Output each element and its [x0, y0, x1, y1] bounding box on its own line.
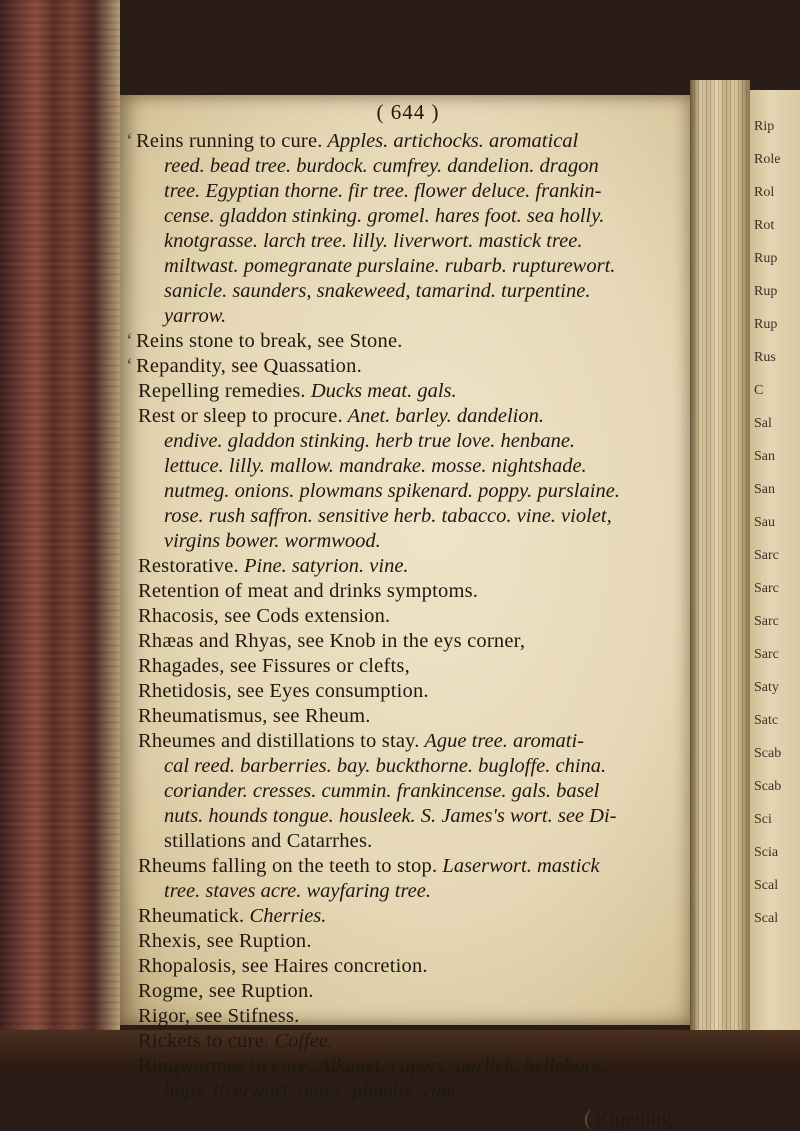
entry-heading: Rickets to cure.	[138, 1030, 270, 1052]
index-entry-continuation	[138, 229, 678, 254]
facing-page-fragment: Sarc	[754, 614, 779, 629]
entry-heading: Rhexis, see Ruption.	[138, 930, 312, 952]
catchword-line	[138, 1106, 678, 1131]
margin-mark: ‘	[126, 355, 133, 377]
entry-remedies: rose. rush saffron. sensitive herb. tabacco. vine. violet,	[164, 505, 612, 527]
entry-heading: Rhacosis, see Cods extension.	[138, 605, 391, 627]
index-entry	[138, 954, 678, 979]
index-entry	[138, 604, 678, 629]
index-entry-continuation	[138, 304, 678, 329]
facing-page-fragment: Rup	[754, 284, 778, 299]
entry-heading: stillations and Catarrhes.	[164, 830, 373, 852]
entry-remedies: endive. gladdon stinking. herb true love. henbane.	[164, 430, 576, 452]
index-entry-continuation	[138, 204, 678, 229]
index-entry	[138, 1054, 678, 1079]
index-entry-continuation	[138, 1079, 678, 1104]
entry-remedies: reed. bead tree. burdock. cumfrey. dandelion. dragon	[164, 155, 599, 177]
page-edges	[690, 80, 750, 1040]
index-entry-continuation	[138, 504, 678, 529]
facing-page-fragment: Scia	[754, 845, 779, 860]
entry-remedies: Cherries.	[244, 905, 327, 927]
entry-remedies: tree. staves acre. wayfaring tree.	[164, 880, 432, 902]
index-entry-continuation	[138, 154, 678, 179]
index-entry-continuation	[138, 479, 678, 504]
entry-remedies: nuts. hounds tongue. housleek. S. James's wort. see Di-	[164, 805, 617, 827]
entry-heading: Reins running to cure.	[136, 130, 323, 152]
facing-page-fragment: Scal	[754, 878, 779, 893]
index-entry	[138, 679, 678, 704]
index-entry-continuation	[138, 779, 678, 804]
entry-heading: Rheumatismus, see Rheum.	[138, 705, 371, 727]
entry-heading: Reins stone to break, see Stone.	[136, 330, 403, 352]
entry-remedies: Ague tree. aromati-	[419, 730, 584, 752]
index-entry-continuation	[138, 279, 678, 304]
entry-remedies: Apples. artichocks. aromatical	[322, 130, 579, 152]
entry-remedies: sanicle. saunders, snakeweed, tamarind. turpentine.	[164, 280, 591, 302]
page-text	[126, 100, 678, 1131]
index-entry-continuation	[138, 254, 678, 279]
entry-heading: Rheumatick.	[138, 905, 245, 927]
entry-remedies: miltwast. pomegranate purslaine. rubarb. rupturewort.	[164, 255, 616, 277]
facing-page-fragment: Saty	[754, 680, 779, 695]
index-entry-continuation	[138, 429, 678, 454]
margin-mark: (	[584, 1106, 591, 1130]
index-entry	[138, 854, 678, 879]
index-entry	[126, 354, 678, 379]
entry-remedies: nutmeg. onions. plowmans spikenard. poppy. purslaine.	[164, 480, 620, 502]
entry-remedies: Laserwort. mastick	[437, 855, 600, 877]
entry-heading: Rhæas and Rhyas, see Knob in the eys corner,	[138, 630, 526, 652]
index-entry	[126, 129, 678, 154]
index-entry	[138, 654, 678, 679]
entry-heading: Rogme, see Ruption.	[138, 980, 314, 1002]
entry-remedies: cal reed. barberries. bay. buckthorne. bugloffe. china.	[164, 755, 607, 777]
entry-heading: Ringwormes to cure.	[138, 1055, 314, 1077]
index-entry	[138, 579, 678, 604]
index-entry	[138, 1004, 678, 1029]
entry-remedies: Alkanet. capers, garlick. hellebore,	[313, 1055, 606, 1077]
facing-page-fragment: Sarc	[754, 581, 779, 596]
index-entry	[138, 629, 678, 654]
index-entry	[138, 729, 678, 754]
index-entry	[126, 329, 678, 354]
index-entry-continuation	[138, 754, 678, 779]
entry-heading: Rhetidosis, see Eyes consumption.	[138, 680, 429, 702]
entry-remedies: knotgrasse. larch tree. lilly. liverwort. mastick tree.	[164, 230, 583, 252]
catchword: Ripening	[595, 1106, 672, 1130]
entry-remedies: Pine. satyrion. vine.	[238, 555, 409, 577]
margin-mark: ‘	[126, 330, 133, 352]
facing-page-fragment: San	[754, 482, 775, 497]
index-entry-continuation	[138, 829, 678, 854]
entry-heading: Rheums falling on the teeth to stop.	[138, 855, 438, 877]
index-entry-continuation	[138, 879, 678, 904]
entry-heading: Repandity, see Quassation.	[136, 355, 362, 377]
facing-page-fragment: Scab	[754, 779, 782, 794]
facing-page-fragment: Role	[754, 152, 781, 167]
entry-remedies: cense. gladdon stinking. gromel. hares foot. sea holly.	[164, 205, 605, 227]
facing-page-fragment: Sau	[754, 515, 775, 530]
facing-page-fragment: San	[754, 449, 775, 464]
entry-remedies: yarrow.	[164, 305, 227, 327]
facing-page-fragment: Scab	[754, 746, 782, 761]
facing-page-fragment: Rol	[754, 185, 775, 200]
index-entry-continuation	[138, 179, 678, 204]
entry-remedies: tree. Egyptian thorne. fir tree. flower deluce. frankin-	[164, 180, 602, 202]
entry-heading: Retention of meat and drinks symptoms.	[138, 580, 479, 602]
index-entry-continuation	[138, 804, 678, 829]
facing-page-fragment: Sal	[754, 416, 772, 431]
facing-page-fragment: Rus	[754, 350, 776, 365]
index-entry	[138, 554, 678, 579]
index-entry	[138, 704, 678, 729]
entry-remedies: Anet. barley. dandelion.	[342, 405, 545, 427]
facing-page-fragment: Rip	[754, 119, 775, 134]
facing-page-sliver	[750, 90, 800, 1030]
index-entry	[138, 404, 678, 429]
index-entry	[138, 979, 678, 1004]
entry-remedies: lettuce. lilly. mallow. mandrake. mosse. nightshade.	[164, 455, 587, 477]
entry-heading: Restorative.	[138, 555, 239, 577]
entry-remedies: coriander. cresses. cummin. frankincense. gals. basel	[164, 780, 600, 802]
facing-page-fragment: C	[754, 383, 764, 398]
index-entry	[138, 904, 678, 929]
entry-heading: Rigor, see Stifness.	[138, 1005, 300, 1027]
entry-remedies: virgins bower. wormwood.	[164, 530, 381, 552]
facing-page-fragment: Rot	[754, 218, 775, 233]
facing-page-fragment: Scal	[754, 911, 779, 926]
margin-mark: ‘	[126, 130, 133, 152]
facing-page-fragment: Rup	[754, 251, 778, 266]
entry-list	[126, 129, 678, 1104]
index-entry	[138, 379, 678, 404]
facing-page-fragment: Sci	[754, 812, 772, 827]
book-binding	[0, 0, 120, 1070]
facing-page-fragment: Sarc	[754, 647, 779, 662]
facing-page-fragment: Sarc	[754, 548, 779, 563]
entry-heading: Rhopalosis, see Haires concretion.	[138, 955, 428, 977]
page-number: ( 644 )	[376, 100, 440, 124]
entry-heading: Repelling remedies.	[138, 380, 306, 402]
facing-page-fragment: Satc	[754, 713, 779, 728]
entry-heading: Rheumes and distillations to stay.	[138, 730, 420, 752]
entry-remedies: Coffee.	[269, 1030, 334, 1052]
facing-page-fragment: Rup	[754, 317, 778, 332]
index-entry	[138, 1029, 678, 1054]
entry-remedies: Ducks meat. gals.	[305, 380, 457, 402]
index-entry-continuation	[138, 529, 678, 554]
index-entry	[138, 929, 678, 954]
entry-heading: Rhagades, see Fissures or clefts,	[138, 655, 410, 677]
entry-remedies: hops. liverwort, oates. plumbs. vine.	[164, 1080, 461, 1102]
index-entry-continuation	[138, 454, 678, 479]
entry-heading: Rest or sleep to procure.	[138, 405, 343, 427]
